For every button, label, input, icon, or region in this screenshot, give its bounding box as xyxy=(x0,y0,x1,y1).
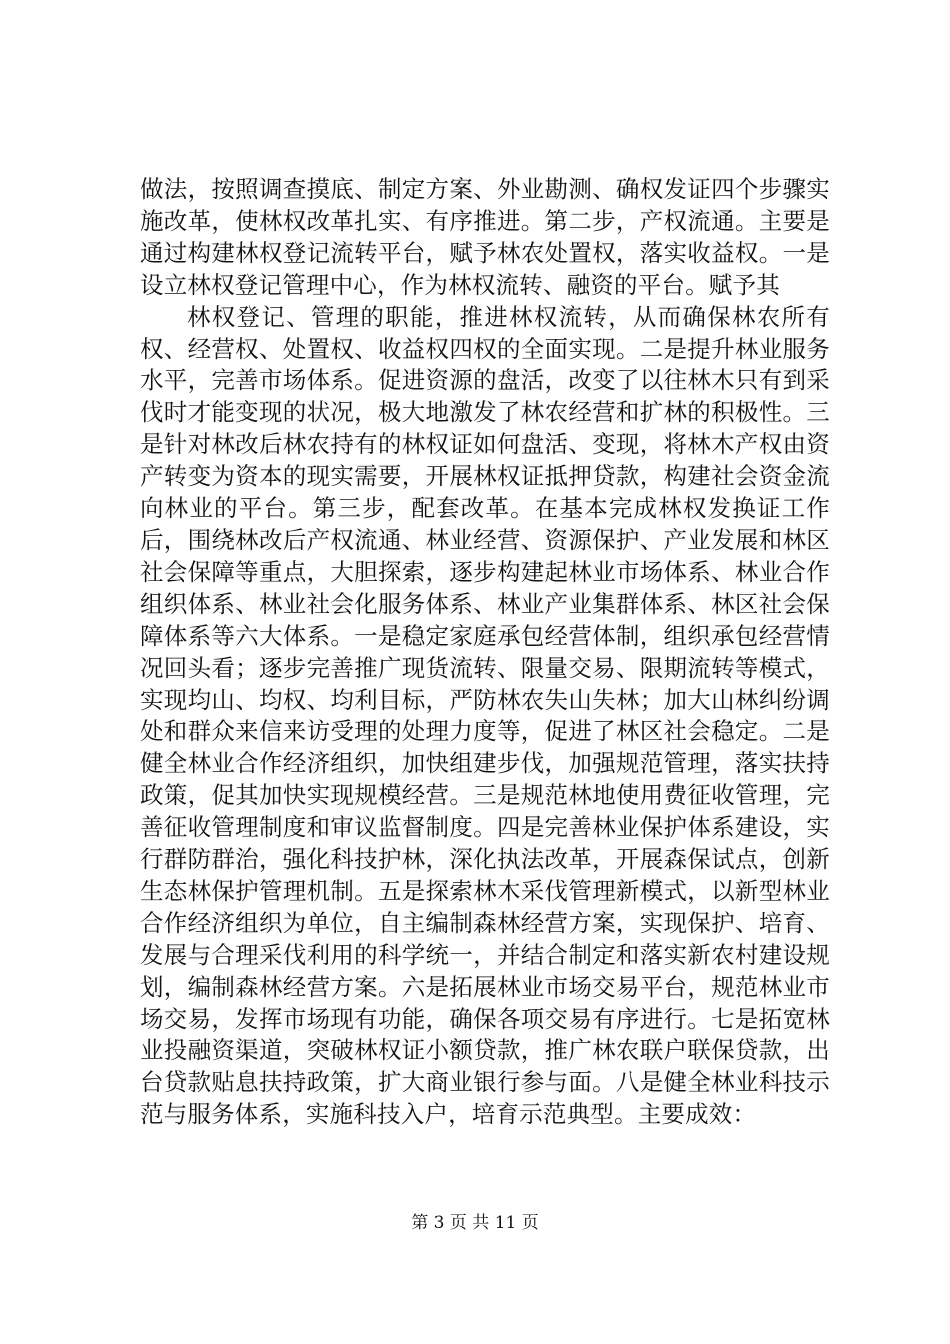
document-body xyxy=(140,174,830,1131)
paragraph-2: 林权登记、管理的职能，推进林权流转，从而确保林农所有权、经营权、处置权、收益权四权的全面实现。二是提升林业服务水平，完善市场体系。促进资源的盘活，改变了以往林木只有到采伐时才能变现的状况，极大地激发了林农经营和扩林的积极性。三是针对林改后林农持有的林权证如何盘活、变现，将林木产权由资产转变为资本的现实需要，开展林权证抵押贷款，构建社会资金流向林业的平台。第三步，配套改革。在基本完成林权发换证工作后，围绕林改后产权流通、林业经营、资源保护、产业发展和林区社会保障等重点，大胆探索，逐步构建起林业市场体系、林业合作组织体系、林业社会化服务体系、林业产业集群体系、林区社会保障体系等六大体系。一是稳定家庭承包经营体制，组织承包经营情况回头看；逐步完善推广现货流转、限量交易、限期流转等模式，实现均山、均权、均利目标，严防林农失山失林；加大山林纠纷调处和群众来信来访受理的处理力度等，促进了林区社会稳定。二是健全林业合作经济组织，加快组建步伐，加强规范管理，落实扶持政策，促其加快实现规模经营。三是规范林地使用费征收管理，完善征收管理制度和审议监督制度。四是完善林业保护体系建设，实行群防群治，强化科技护林，深化执法改革，开展森保试点，创新生态林保护管理机制。五是探索林木采伐管理新模式，以新型林业合作经济组织为单位，自主编制森林经营方案，实现保护、培育、发展与合理采伐利用的科学统一，并结合制定和落实新农村建设规划，编制森林经营方案。六是拓展林业市场交易平台，规范林业市场交易，发挥市场现有功能，确保各项交易有序进行。七是拓宽林业投融资渠道，突破林权证小额贷款，推广林农联户联保贷款，出台贷款贴息扶持政策，扩大商业银行参与面。八是健全林业科技示范与服务体系，实施科技入户，培育示范典型。主要成效： xyxy=(140,302,830,1129)
paragraph-1: 做法，按照调查摸底、制定方案、外业勘测、确权发证四个步骤实施改革，使林权改革扎实、有序推进。第二步，产权流通。主要是通过构建林权登记流转平台，赋予林农处置权，落实收益权。一是设立林权登记管理中心，作为林权流转、融资的平台。赋予其 xyxy=(140,175,830,299)
page-number-footer: 第 3 页 共 11 页 xyxy=(411,1213,539,1233)
